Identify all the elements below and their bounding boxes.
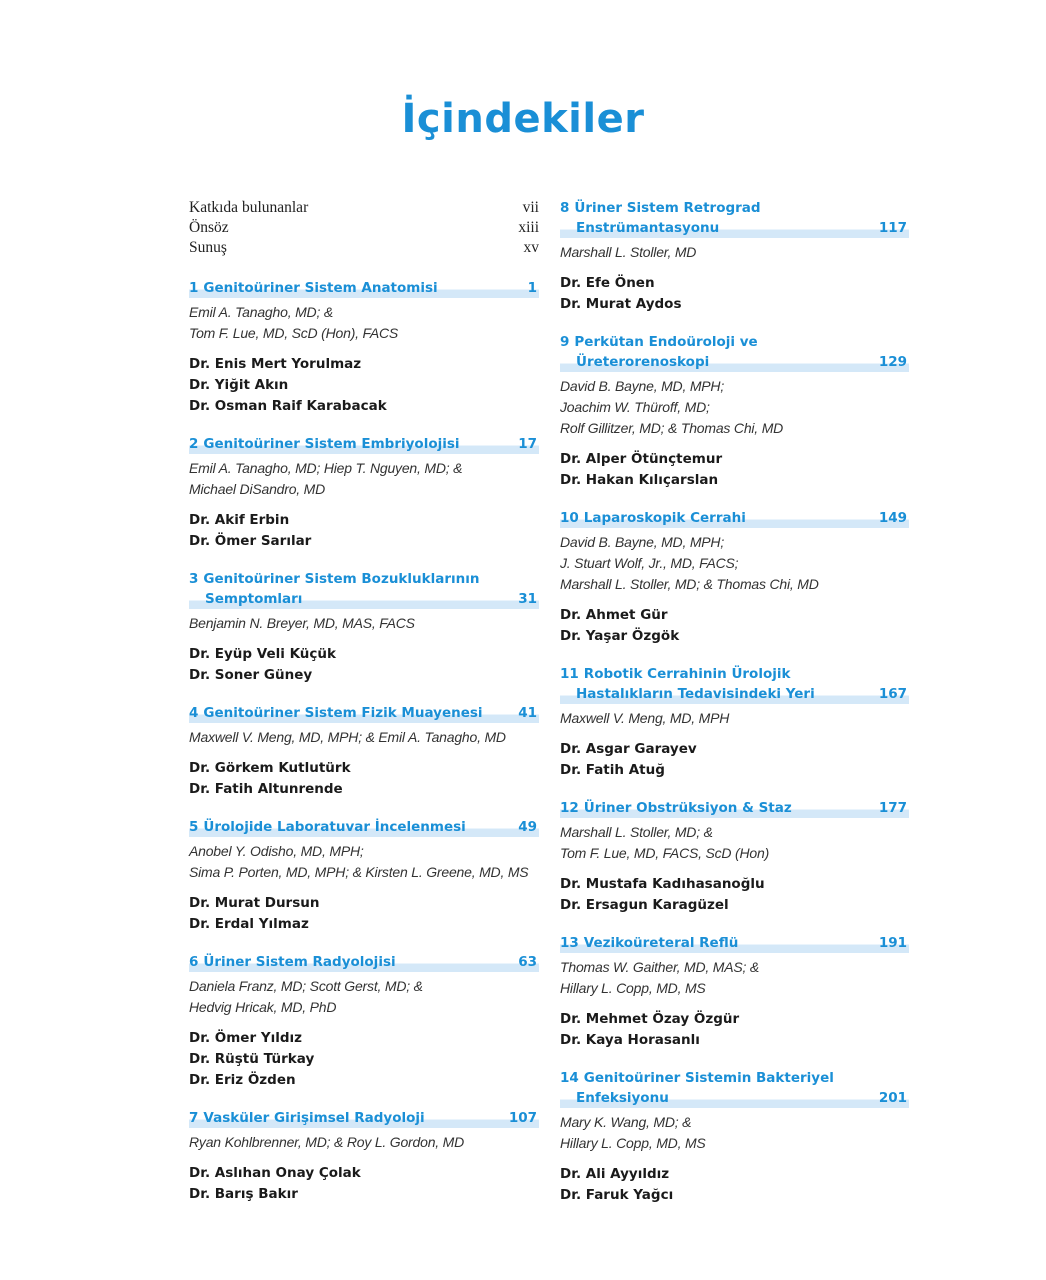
chapter-title-text	[189, 817, 466, 837]
chapter-title: Genitoüriner Sistem Anatomisi	[203, 280, 438, 296]
chapter-title-line[interactable]	[560, 332, 909, 352]
author-line: Daniela Franz, MD; Scott Gerst, MD; &	[189, 978, 423, 994]
translator-name: Dr. Fatih Altunrende	[189, 781, 343, 797]
translator-name: Dr. Efe Önen	[560, 275, 655, 291]
author-line: Maxwell V. Meng, MD, MPH	[560, 710, 730, 726]
author-line: David B. Bayne, MD, MPH;	[560, 378, 725, 394]
translator-name: Dr. Rüştü Türkay	[189, 1051, 315, 1067]
front-matter-label: Önsöz	[189, 219, 229, 236]
chapter-title-line[interactable]	[560, 1088, 909, 1108]
chapter-authors	[189, 727, 539, 748]
chapter-title-text	[189, 569, 480, 589]
front-matter-page: xiii	[518, 219, 539, 236]
author-line: Thomas W. Gaither, MD, MAS; &	[560, 959, 760, 975]
chapter-title: Enstrümantasyonu	[576, 220, 720, 236]
chapter-page-number: 117	[878, 220, 907, 236]
chapter-translators	[189, 354, 539, 417]
chapter-translators	[560, 1164, 909, 1206]
chapter-title-text	[189, 1108, 425, 1128]
front-matter-label: Sunuş	[189, 239, 227, 256]
toc-left-column	[189, 198, 539, 1222]
chapter-title: Robotik Cerrahinin Ürolojik	[583, 666, 791, 682]
chapter-page-number: 49	[518, 819, 537, 835]
chapter-title-text	[189, 952, 396, 972]
translator-name: Dr. Kaya Horasanlı	[560, 1032, 700, 1048]
chapter-title-text	[560, 332, 758, 352]
chapter-title: Üreterorenoskopi	[576, 354, 710, 370]
author-line: Michael DiSandro, MD	[189, 481, 326, 497]
front-matter-label: Katkıda bulunanlar	[189, 199, 309, 216]
chapter-title: Üriner Obstrüksiyon & Staz	[583, 800, 792, 816]
chapter-title-line[interactable]	[189, 589, 539, 609]
chapter-page-number: 107	[508, 1110, 537, 1126]
chapter-title-text	[576, 218, 719, 238]
translator-name: Dr. Ömer Sarılar	[189, 533, 312, 549]
chapter-translators	[189, 893, 539, 935]
author-line: Anobel Y. Odisho, MD, MPH;	[189, 843, 364, 859]
chapter-title-text	[576, 1088, 669, 1108]
chapter-number: 6	[189, 954, 199, 970]
chapter-entry	[189, 1108, 539, 1205]
translator-name: Dr. Eyüp Veli Küçük	[189, 646, 337, 662]
chapter-page-number: 149	[878, 510, 907, 526]
chapter-number: 7	[189, 1110, 199, 1126]
chapter-title-line[interactable]	[560, 218, 909, 238]
author-line: Rolf Gillitzer, MD; & Thomas Chi, MD	[560, 420, 784, 436]
chapter-title: Genitoüriner Sistemin Bakteriyel	[583, 1070, 834, 1086]
author-line: Hedvig Hricak, MD, PhD	[189, 999, 337, 1015]
chapter-translators	[189, 758, 539, 800]
author-line: Tom F. Lue, MD, FACS, ScD (Hon)	[560, 845, 770, 861]
author-line: Maxwell V. Meng, MD, MPH; & Emil A. Tanagho, MD	[189, 729, 506, 745]
author-line: Emil A. Tanagho, MD; &	[189, 304, 333, 320]
chapter-title-line[interactable]	[560, 352, 909, 372]
chapter-title-line[interactable]	[560, 684, 909, 704]
author-line: Benjamin N. Breyer, MD, MAS, FACS	[189, 615, 415, 631]
chapter-authors	[560, 376, 909, 439]
chapter-title-text	[189, 434, 460, 454]
chapter-authors	[560, 532, 909, 595]
chapter-page-number: 41	[518, 705, 537, 721]
front-matter-page: xv	[523, 239, 539, 256]
chapter-title: Enfeksiyonu	[576, 1090, 669, 1106]
translator-name: Dr. Ersagun Karagüzel	[560, 897, 729, 913]
chapter-number: 5	[189, 819, 199, 835]
chapter-page-number: 167	[878, 686, 907, 702]
translator-name: Dr. Barış Bakır	[189, 1186, 298, 1202]
chapter-title-line[interactable]	[189, 569, 539, 589]
front-matter-page: vii	[522, 199, 539, 216]
translator-name: Dr. Ömer Yıldız	[189, 1030, 303, 1046]
translator-name: Dr. Murat Aydos	[560, 296, 682, 312]
chapter-title-line[interactable]	[560, 198, 909, 218]
chapter-authors	[560, 822, 909, 864]
toc-right-column	[560, 198, 909, 1223]
translator-name: Dr. Yiğit Akın	[189, 377, 289, 393]
chapter-authors	[189, 976, 539, 1018]
chapter-title: Laparoskopik Cerrahi	[583, 510, 746, 526]
chapter-entry	[560, 198, 909, 315]
translator-name: Dr. Mehmet Özay Özgür	[560, 1011, 740, 1027]
chapter-number: 9	[560, 334, 570, 350]
chapter-title-text	[576, 684, 815, 704]
chapter-title-text	[560, 798, 792, 818]
chapter-number: 3	[189, 571, 199, 587]
translator-name: Dr. Hakan Kılıçarslan	[560, 472, 719, 488]
chapter-title-line[interactable]	[560, 933, 909, 953]
chapter-entry	[560, 332, 909, 491]
chapter-entry	[560, 798, 909, 916]
chapter-translators	[560, 605, 909, 647]
translator-name: Dr. Fatih Atuğ	[560, 762, 665, 778]
chapter-entry	[560, 664, 909, 781]
chapter-page-number: 191	[878, 935, 907, 951]
chapter-entry	[560, 933, 909, 1051]
front-matter	[189, 198, 539, 258]
chapter-authors	[560, 957, 909, 999]
chapter-number: 14	[560, 1070, 579, 1086]
chapter-title-text	[205, 589, 302, 609]
translator-name: Dr. Soner Güney	[189, 667, 313, 683]
chapter-entry	[189, 817, 539, 935]
chapter-entry	[189, 434, 539, 552]
chapter-title-line[interactable]	[189, 278, 539, 298]
chapter-title-line[interactable]	[189, 703, 539, 723]
translator-name: Dr. Mustafa Kadıhasanoğlu	[560, 876, 765, 892]
translator-name: Dr. Asgar Garayev	[560, 741, 697, 757]
author-line: J. Stuart Wolf, Jr., MD, FACS;	[560, 555, 739, 571]
chapter-entry	[189, 569, 539, 686]
translator-name: Dr. Alper Ötünçtemur	[560, 451, 723, 467]
chapter-translators	[560, 874, 909, 916]
chapter-title-line[interactable]	[560, 508, 909, 528]
chapter-title-line[interactable]	[189, 1108, 539, 1128]
author-line: Tom F. Lue, MD, ScD (Hon), FACS	[189, 325, 399, 341]
translator-name: Dr. Aslıhan Onay Çolak	[189, 1165, 361, 1181]
chapter-translators	[189, 1163, 539, 1205]
chapter-number: 13	[560, 935, 579, 951]
chapter-translators	[189, 510, 539, 552]
author-line: Marshall L. Stoller, MD; & Thomas Chi, MD	[560, 576, 819, 592]
translator-name: Dr. Murat Dursun	[189, 895, 320, 911]
chapter-title-line[interactable]	[189, 952, 539, 972]
chapter-title-text	[560, 198, 761, 218]
chapter-page-number: 1	[527, 280, 537, 296]
chapter-number: 11	[560, 666, 579, 682]
chapter-title: Genitoüriner Sistem Bozukluklarının	[203, 571, 480, 587]
chapter-entry	[189, 952, 539, 1091]
chapter-title-text	[576, 352, 709, 372]
chapter-translators	[560, 739, 909, 781]
author-line: Ryan Kohlbrenner, MD; & Roy L. Gordon, MD	[189, 1134, 465, 1150]
translator-name: Dr. Erdal Yılmaz	[189, 916, 309, 932]
translator-name: Dr. Ahmet Gür	[560, 607, 668, 623]
chapter-number: 2	[189, 436, 199, 452]
translator-name: Dr. Yaşar Özgök	[560, 628, 680, 644]
chapter-page-number: 63	[518, 954, 537, 970]
translator-name: Dr. Görkem Kutlutürk	[189, 760, 351, 776]
chapter-title: Üriner Sistem Radyolojisi	[203, 954, 396, 970]
chapter-number: 12	[560, 800, 579, 816]
front-matter-row[interactable]	[189, 238, 539, 258]
chapter-page-number: 17	[518, 436, 537, 452]
chapter-authors	[189, 1132, 539, 1153]
chapter-page-number: 31	[518, 591, 537, 607]
chapter-title: Genitoüriner Sistem Fizik Muayenesi	[203, 705, 483, 721]
chapter-title-text	[560, 508, 746, 528]
chapter-translators	[560, 273, 909, 315]
translator-name: Dr. Ali Ayyıldız	[560, 1166, 670, 1182]
author-line: David B. Bayne, MD, MPH;	[560, 534, 725, 550]
chapter-translators	[560, 1009, 909, 1051]
chapter-title: Genitoüriner Sistem Embriyolojisi	[203, 436, 460, 452]
chapter-title: Hastalıkların Tedavisindeki Yeri	[576, 686, 815, 702]
page-title: İçindekiler	[401, 96, 645, 142]
chapter-authors	[560, 1112, 909, 1154]
author-line: Marshall L. Stoller, MD; &	[560, 824, 713, 840]
chapter-title: Vasküler Girişimsel Radyoloji	[203, 1110, 425, 1126]
chapter-title-text	[189, 278, 438, 298]
author-line: Sima P. Porten, MD, MPH; & Kirsten L. Greene, MD, MS	[189, 864, 529, 880]
chapter-title: Üriner Sistem Retrograd	[574, 200, 761, 216]
chapter-title-line[interactable]	[560, 1068, 909, 1088]
chapter-page-number: 177	[878, 800, 907, 816]
chapter-translators	[189, 644, 539, 686]
chapter-title: Vezikoüreteral Reflü	[583, 935, 739, 951]
chapter-number: 8	[560, 200, 570, 216]
chapter-list-right	[560, 198, 909, 1206]
translator-name: Dr. Faruk Yağcı	[560, 1187, 674, 1203]
chapter-number: 4	[189, 705, 199, 721]
translator-name: Dr. Akif Erbin	[189, 512, 290, 528]
chapter-list-left	[189, 278, 539, 1205]
chapter-authors	[560, 242, 909, 263]
chapter-page-number: 129	[878, 354, 907, 370]
chapter-title: Semptomları	[205, 591, 303, 607]
chapter-page-number: 201	[878, 1090, 907, 1106]
front-matter-row[interactable]	[189, 198, 539, 218]
chapter-title-line[interactable]	[189, 434, 539, 454]
chapter-number: 10	[560, 510, 579, 526]
chapter-authors	[189, 613, 539, 634]
chapter-authors	[560, 708, 909, 729]
author-line: Emil A. Tanagho, MD; Hiep T. Nguyen, MD; &	[189, 460, 463, 476]
chapter-authors	[189, 841, 539, 883]
translator-name: Dr. Eriz Özden	[189, 1072, 296, 1088]
chapter-title-line[interactable]	[560, 664, 909, 684]
chapter-title-text	[189, 703, 483, 723]
chapter-title-line[interactable]	[189, 817, 539, 837]
chapter-entry	[560, 508, 909, 647]
chapter-title: Perkütan Endoüroloji ve	[574, 334, 758, 350]
author-line: Marshall L. Stoller, MD	[560, 244, 697, 260]
chapter-entry	[189, 703, 539, 800]
chapter-authors	[189, 458, 539, 500]
chapter-title-text	[560, 664, 790, 684]
author-line: Mary K. Wang, MD; &	[560, 1114, 692, 1130]
chapter-authors	[189, 302, 539, 344]
front-matter-row[interactable]	[189, 218, 539, 238]
translator-name: Dr. Osman Raif Karabacak	[189, 398, 387, 414]
author-line: Hillary L. Copp, MD, MS	[560, 980, 706, 996]
chapter-translators	[189, 1028, 539, 1091]
author-line: Joachim W. Thüroff, MD;	[560, 399, 710, 415]
chapter-title: Ürolojide Laboratuvar İncelenmesi	[203, 819, 466, 835]
chapter-title-text	[560, 1068, 834, 1088]
chapter-entry	[560, 1068, 909, 1206]
chapter-title-text	[560, 933, 738, 953]
chapter-number: 1	[189, 280, 199, 296]
author-line: Hillary L. Copp, MD, MS	[560, 1135, 706, 1151]
chapter-title-line[interactable]	[560, 798, 909, 818]
translator-name: Dr. Enis Mert Yorulmaz	[189, 356, 362, 372]
chapter-translators	[560, 449, 909, 491]
chapter-entry	[189, 278, 539, 417]
